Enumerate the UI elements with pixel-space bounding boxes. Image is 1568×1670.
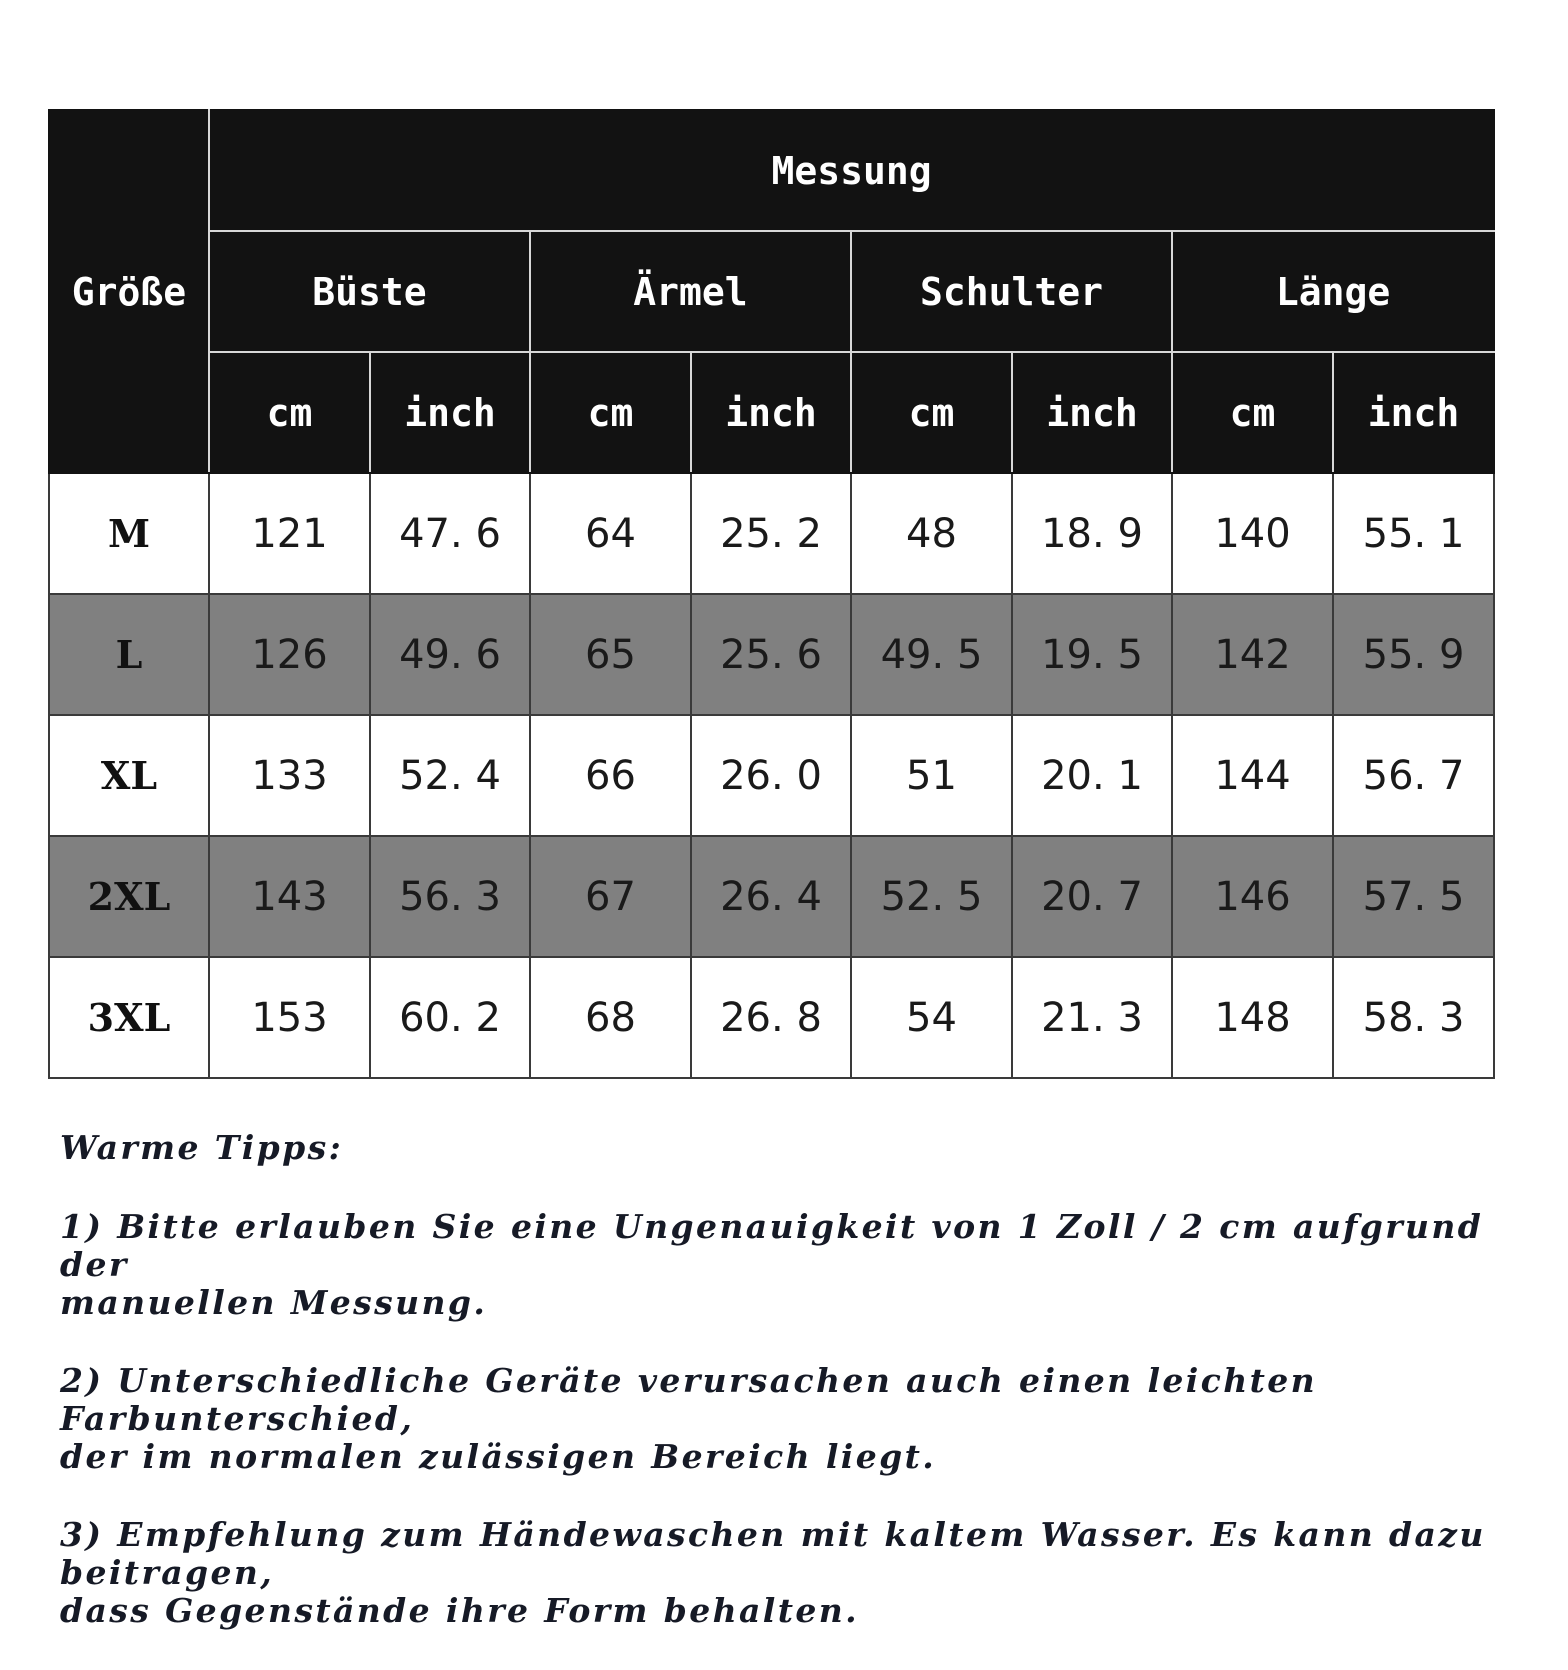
value-cell: 47. 6	[370, 473, 530, 594]
size-column-header: Größe	[49, 110, 209, 473]
value-cell: 49. 6	[370, 594, 530, 715]
value-cell: 65	[530, 594, 691, 715]
value-cell: 153	[209, 957, 370, 1078]
table-row	[49, 715, 1494, 836]
value-cell: 66	[530, 715, 691, 836]
unit-header-row	[49, 352, 1494, 473]
tip-item: 2) Unterschiedliche Geräte verursachen auch einen leichten Farbunterschied, der im normalen zulässigen Bereich liegt.	[60, 1361, 1318, 1476]
value-cell: 52. 4	[370, 715, 530, 836]
value-cell: 48	[851, 473, 1012, 594]
value-cell: 49. 5	[851, 594, 1012, 715]
size-cell: XL	[49, 715, 209, 836]
value-cell: 121	[209, 473, 370, 594]
category-header-sleeve: Ärmel	[530, 231, 851, 352]
unit-header: inch	[1012, 352, 1172, 473]
value-cell: 56. 7	[1333, 715, 1494, 836]
value-cell: 146	[1172, 836, 1333, 957]
size-cell: 2XL	[49, 836, 209, 957]
value-cell: 25. 2	[691, 473, 851, 594]
size-cell: 3XL	[49, 957, 209, 1078]
table-row	[49, 594, 1494, 715]
value-cell: 64	[530, 473, 691, 594]
unit-header: cm	[1172, 352, 1333, 473]
measurement-header: Messung	[209, 110, 1494, 231]
tip-item: 1) Bitte erlauben Sie eine Ungenauigkeit von 1 Zoll / 2 cm aufgrund der manuellen Messung.	[60, 1207, 1484, 1322]
value-cell: 57. 5	[1333, 836, 1494, 957]
value-cell: 143	[209, 836, 370, 957]
tips-title: Warme Tipps:	[60, 1128, 344, 1167]
table-row	[49, 836, 1494, 957]
size-chart-table	[48, 109, 1495, 1079]
value-cell: 148	[1172, 957, 1333, 1078]
value-cell: 26. 4	[691, 836, 851, 957]
value-cell: 26. 8	[691, 957, 851, 1078]
unit-header: inch	[691, 352, 851, 473]
measurement-header-row	[49, 110, 1494, 231]
unit-header: cm	[530, 352, 691, 473]
tip-item: 3) Empfehlung zum Händewaschen mit kaltem Wasser. Es kann dazu beitragen, dass Gegenstände ihre Form behalten.	[60, 1515, 1486, 1630]
value-cell: 140	[1172, 473, 1333, 594]
category-header-shoulder: Schulter	[851, 231, 1172, 352]
value-cell: 26. 0	[691, 715, 851, 836]
category-header-bust: Büste	[209, 231, 530, 352]
value-cell: 54	[851, 957, 1012, 1078]
value-cell: 51	[851, 715, 1012, 836]
category-header-row	[49, 231, 1494, 352]
value-cell: 133	[209, 715, 370, 836]
value-cell: 20. 1	[1012, 715, 1172, 836]
value-cell: 126	[209, 594, 370, 715]
value-cell: 20. 7	[1012, 836, 1172, 957]
care-tips	[60, 1128, 1530, 1670]
value-cell: 25. 6	[691, 594, 851, 715]
value-cell: 21. 3	[1012, 957, 1172, 1078]
value-cell: 56. 3	[370, 836, 530, 957]
unit-header: cm	[209, 352, 370, 473]
value-cell: 68	[530, 957, 691, 1078]
unit-header: inch	[370, 352, 530, 473]
value-cell: 60. 2	[370, 957, 530, 1078]
value-cell: 144	[1172, 715, 1333, 836]
value-cell: 55. 1	[1333, 473, 1494, 594]
value-cell: 52. 5	[851, 836, 1012, 957]
table-body	[49, 473, 1494, 1078]
value-cell: 18. 9	[1012, 473, 1172, 594]
table-header	[49, 110, 1494, 473]
value-cell: 142	[1172, 594, 1333, 715]
value-cell: 19. 5	[1012, 594, 1172, 715]
unit-header: inch	[1333, 352, 1494, 473]
table-row	[49, 957, 1494, 1078]
table-row	[49, 473, 1494, 594]
size-cell: L	[49, 594, 209, 715]
size-cell: M	[49, 473, 209, 594]
value-cell: 58. 3	[1333, 957, 1494, 1078]
unit-header: cm	[851, 352, 1012, 473]
value-cell: 55. 9	[1333, 594, 1494, 715]
category-header-length: Länge	[1172, 231, 1494, 352]
value-cell: 67	[530, 836, 691, 957]
